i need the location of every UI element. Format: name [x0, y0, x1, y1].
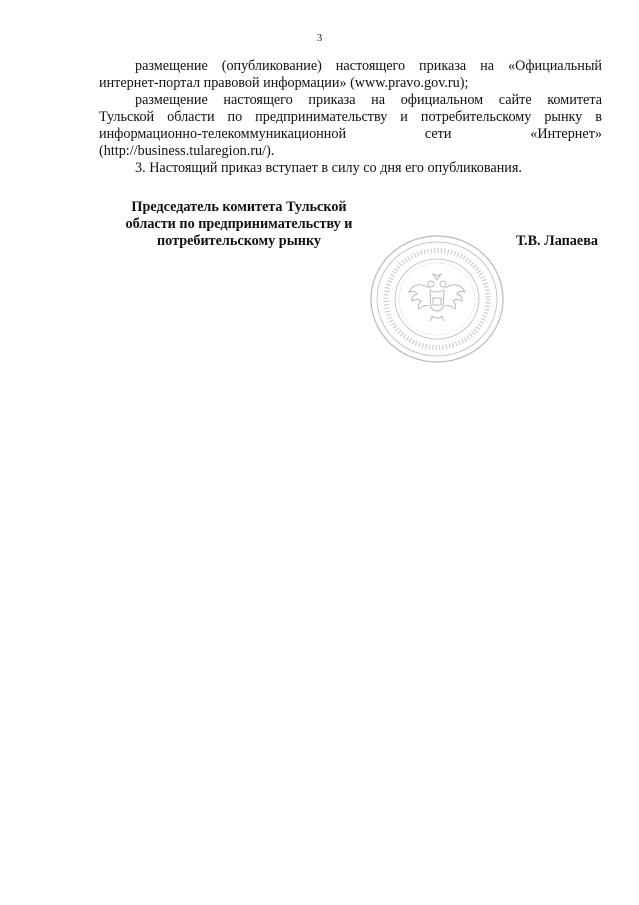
text-line: Тульской области по предпринимательству и потребительскому рынку в — [99, 109, 602, 125]
text-line: 3. Настоящий приказ вступает в силу со дня его опубликования. — [135, 160, 522, 176]
paragraph-publication-portal — [99, 58, 602, 92]
official-seal-icon — [367, 232, 507, 367]
signatory-position-line: Председатель комитета Тульской — [131, 199, 347, 215]
paragraph-publication-site — [99, 92, 602, 160]
text-line: (http://business.tularegion.ru/). — [99, 143, 275, 159]
document-body — [99, 58, 602, 177]
text-line: размещение настоящего приказа на официальном сайте комитета — [135, 92, 602, 108]
signatory-position — [110, 199, 368, 250]
signatory-name: Т.В. Лапаева — [516, 233, 598, 249]
paragraph-entry-into-force — [99, 160, 602, 177]
text-line: информационно-телекоммуникационной сети «Интернет» — [99, 126, 602, 142]
page-number: 3 — [316, 32, 323, 44]
signatory-position-line: потребительскому рынку — [156, 233, 322, 249]
text-line: интернет-портал правовой информации» (www.pravo.gov.ru); — [99, 75, 469, 91]
text-line: размещение (опубликование) настоящего приказа на «Официальный — [135, 58, 602, 74]
signatory-position-line: области по предпринимательству и — [125, 216, 353, 232]
